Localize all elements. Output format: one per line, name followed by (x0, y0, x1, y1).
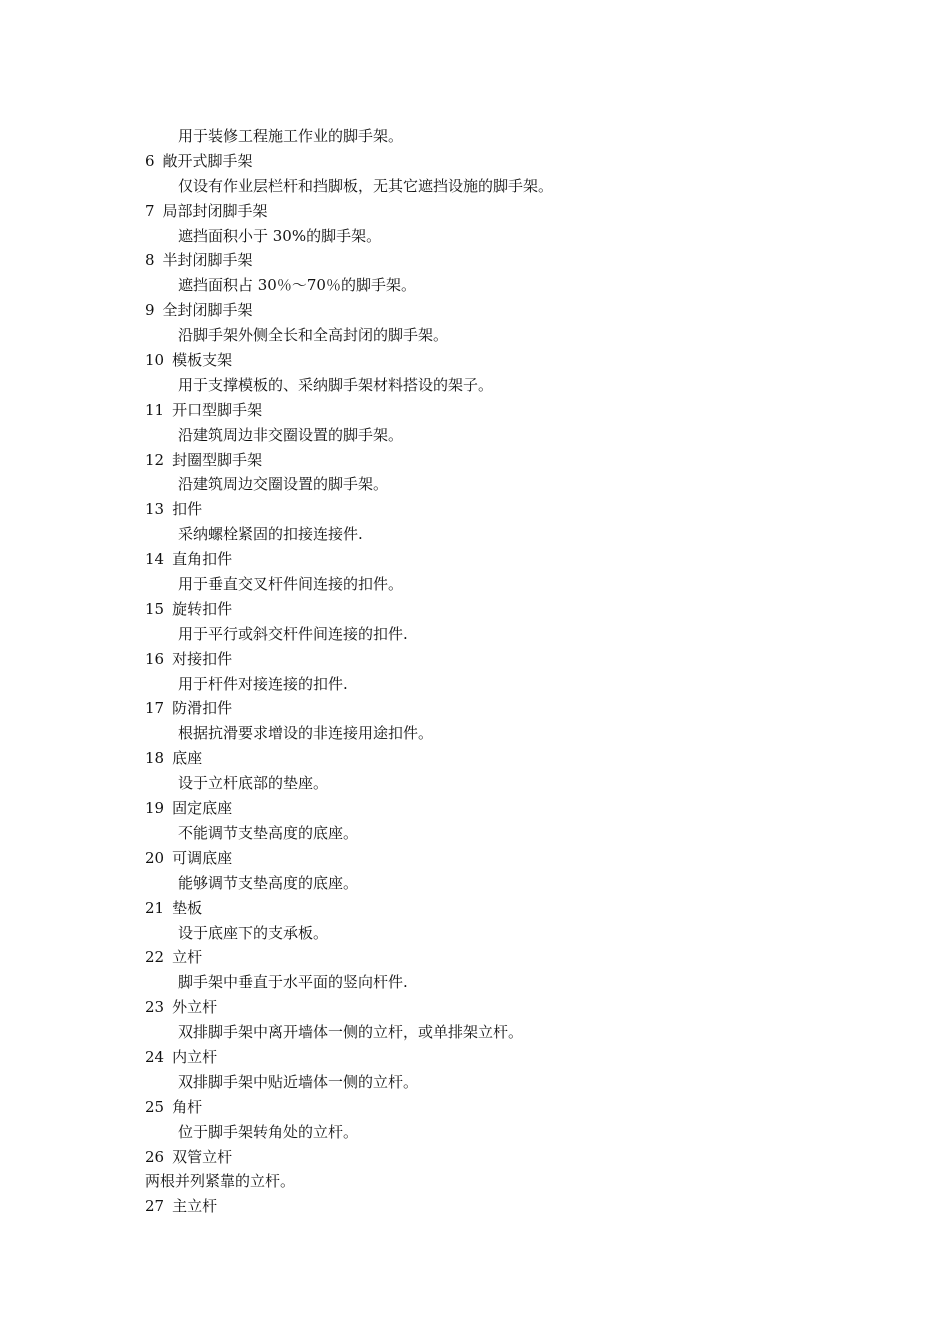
term-number: 27 (145, 1197, 165, 1216)
term-number: 9 (145, 301, 155, 320)
term-definition: 设于立杆底部的垫座。 (178, 774, 329, 793)
term-definition: 双排脚手架中贴近墙体一侧的立杆。 (178, 1072, 419, 1091)
term-title: 直角扣件 (172, 550, 233, 569)
term-number: 18 (145, 749, 165, 768)
term-number: 8 (145, 251, 155, 270)
term-heading (145, 149, 845, 174)
term-heading (145, 398, 845, 423)
term-number: 14 (145, 550, 165, 569)
term-definition: 双排脚手架中离开墙体一侧的立杆，或单排架立杆。 (178, 1023, 524, 1042)
term-definition: 不能调节支垫高度的底座。 (178, 823, 359, 842)
term-heading (145, 846, 845, 871)
term-heading (145, 497, 845, 522)
term-number: 22 (145, 948, 165, 967)
term-number: 16 (145, 649, 165, 668)
term-definition: 用于垂直交叉杆件间连接的扣件。 (178, 575, 404, 594)
term-title: 双管立杆 (172, 1147, 233, 1166)
term-title: 底座 (172, 749, 203, 768)
term-number: 19 (145, 799, 165, 818)
term-number: 11 (145, 400, 165, 419)
term-title: 半封闭脚手架 (162, 251, 253, 270)
term-definition: 能够调节支垫高度的底座。 (178, 873, 359, 892)
term-definition: 两根并列紧靠的立杆。 (145, 1172, 296, 1191)
term-definition: 用于杆件对接连接的扣件. (178, 674, 348, 693)
term-heading (145, 1194, 845, 1219)
term-number: 15 (145, 599, 165, 618)
term-heading (145, 995, 845, 1020)
term-number: 25 (145, 1097, 165, 1116)
term-heading (145, 547, 845, 572)
term-heading (145, 796, 845, 821)
term-number: 24 (145, 1047, 165, 1066)
term-title: 开口型脚手架 (172, 400, 263, 419)
term-title: 主立杆 (172, 1197, 218, 1216)
term-title: 封圈型脚手架 (172, 450, 263, 469)
term-title: 外立杆 (172, 998, 218, 1017)
term-title: 防滑扣件 (172, 699, 233, 718)
term-definition: 遮挡面积小于 30%的脚手架。 (178, 226, 382, 245)
term-heading (145, 746, 845, 771)
term-heading (145, 199, 845, 224)
term-heading (145, 896, 845, 921)
term-heading (145, 945, 845, 970)
term-title: 垫板 (172, 898, 203, 917)
term-number: 7 (145, 201, 155, 220)
term-definition: 遮挡面积占 30％～70％的脚手架。 (178, 276, 416, 295)
term-definition: 用于支撑模板的、采纳脚手架材料搭设的架子。 (178, 375, 494, 394)
term-title: 旋转扣件 (172, 599, 233, 618)
term-title: 立杆 (172, 948, 203, 967)
term-definition: 沿脚手架外侧全长和全高封闭的脚手架。 (178, 326, 449, 345)
term-title: 角杆 (172, 1097, 203, 1116)
term-definition: 采纳螺栓紧固的扣接连接件. (178, 525, 363, 544)
term-heading (145, 597, 845, 622)
term-definition: 沿建筑周边交圈设置的脚手架。 (178, 475, 389, 494)
term-number: 20 (145, 848, 165, 867)
term-title: 扣件 (172, 500, 203, 519)
term-heading (145, 1095, 845, 1120)
term-number: 26 (145, 1147, 165, 1166)
term-number: 13 (145, 500, 165, 519)
terms-list (145, 124, 845, 1219)
term-definition: 沿建筑周边非交圈设置的脚手架。 (178, 425, 404, 444)
term-title: 对接扣件 (172, 649, 233, 668)
term-title: 固定底座 (172, 799, 233, 818)
term-number: 21 (145, 898, 165, 917)
term-title: 可调底座 (172, 848, 233, 867)
term-number: 23 (145, 998, 165, 1017)
term-heading (145, 448, 845, 473)
term-heading (145, 348, 845, 373)
term-definition: 设于底座下的支承板。 (178, 923, 329, 942)
term-definition: 脚手架中垂直于水平面的竖向杆件. (178, 973, 408, 992)
term-definition: 用于装修工程施工作业的脚手架。 (178, 127, 404, 145)
term-title: 全封闭脚手架 (162, 301, 253, 320)
term-heading (145, 248, 845, 273)
term-title: 模板支架 (172, 351, 233, 370)
term-title: 局部封闭脚手架 (162, 201, 268, 220)
term-definition: 仅设有作业层栏杆和挡脚板，无其它遮挡设施的脚手架。 (178, 176, 554, 195)
term-heading (145, 1045, 845, 1070)
term-heading (145, 696, 845, 721)
term-number: 12 (145, 450, 165, 469)
term-title: 敞开式脚手架 (162, 151, 253, 170)
term-title: 内立杆 (172, 1047, 218, 1066)
term-definition: 用于平行或斜交杆件间连接的扣件. (178, 624, 408, 643)
term-definition: 根据抗滑要求增设的非连接用途扣件。 (178, 724, 434, 743)
term-number: 6 (145, 151, 155, 170)
term-number: 17 (145, 699, 165, 718)
term-heading (145, 647, 845, 672)
term-heading (145, 1145, 845, 1170)
term-heading (145, 298, 845, 323)
term-definition: 位于脚手架转角处的立杆。 (178, 1122, 359, 1141)
term-number: 10 (145, 351, 165, 370)
